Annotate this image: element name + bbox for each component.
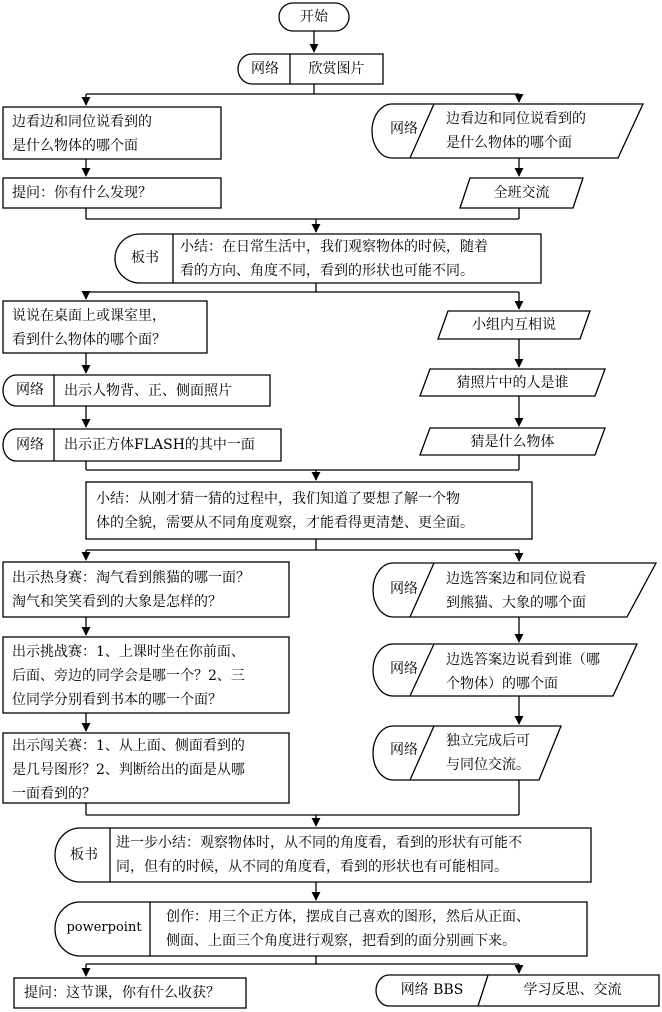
top-tag: 网络	[251, 61, 279, 77]
right-share-text: 全班交流	[493, 185, 550, 201]
summary1-tag: 板书	[131, 250, 159, 266]
right-choose2-tag: 网络	[390, 661, 418, 677]
right-reflect-text: 学习反思、交流	[523, 982, 622, 998]
summary2-text: 小结：从刚才猜一猜的过程中，我们知道了要想了解一个物 体的全貌，需要从不同角度观察，才能看得更清楚、更全面。	[96, 491, 474, 531]
right-choose1-text: 边选答案边和同位说看 到熊猫、大象的哪个面	[446, 571, 586, 611]
right-indep-tag: 网络	[390, 742, 418, 758]
create-text: 创作：用三个正方体，摆成自己喜欢的图形，然后从正面、 侧面、上面三个角度进行观察，把看到的面分别画下来。	[166, 909, 530, 949]
right-guess2-text: 猜是什么物体	[470, 434, 555, 450]
create-tag: powerpoint	[66, 920, 142, 935]
top-text: 欣赏图片	[308, 61, 365, 77]
left-show2-text: 出示正方体FLASH的其中一面	[64, 437, 255, 453]
left-warm-text: 出示热身赛：淘气看到熊猫的哪一面？ 淘气和笑笑看到的大象是怎样的？	[12, 570, 250, 610]
summary3-text: 进一步小结：观察物体时，从不同的角度看，看到的形状有可能不 同，但有的时候，从不同的角度看，看到的形状也有可能相同。	[116, 835, 522, 875]
left-ask1-text: 提问：你有什么发现？	[12, 185, 152, 201]
right-choose2-text: 边选答案边说看到谁（哪 个物体）的哪个面	[446, 652, 600, 692]
left-show1-tag: 网络	[16, 382, 44, 398]
summary1-text: 小结：在日常生活中，我们观察物体的时候，随着 看的方向、角度不同，看到的形状也可能不同。	[180, 239, 488, 279]
start-label: 开始	[300, 9, 328, 25]
right-guess1-text: 猜照片中的人是谁	[456, 375, 569, 391]
right-group-text: 小组内互相说	[472, 317, 556, 333]
left-challenge-text: 出示挑战赛：1、上课时坐在你前面、 后面、旁边的同学会是哪一个？2、三 位同学分别看到书本的哪一个面？	[12, 644, 245, 708]
right-choose1-tag: 网络	[390, 581, 418, 597]
left-show1-text: 出示人物背、正、侧面照片	[64, 383, 232, 399]
right-look-text: 边看边和同位说看到的 是什么物体的哪个面	[446, 111, 586, 151]
left-look-text: 边看边和同位说看到的 是什么物体的哪个面	[12, 114, 152, 154]
left-talk-text: 说说在桌面上或课室里， 看到什么物体的哪个面？	[12, 308, 166, 348]
left-ask2-text: 提问：这节课，你有什么收获？	[24, 985, 220, 1001]
summary3-tag: 板书	[70, 847, 98, 863]
right-reflect-tag: 网络 BBS	[400, 982, 464, 998]
left-pass-text: 出示闯关赛：1、从上面、侧面看到的 是几号图形？2、判断给出的面是从哪 一面看到的？	[12, 738, 245, 802]
right-look-tag: 网络	[390, 121, 418, 137]
right-indep-text: 独立完成后可 与同位交流。	[446, 733, 530, 773]
left-show2-tag: 网络	[16, 437, 44, 453]
